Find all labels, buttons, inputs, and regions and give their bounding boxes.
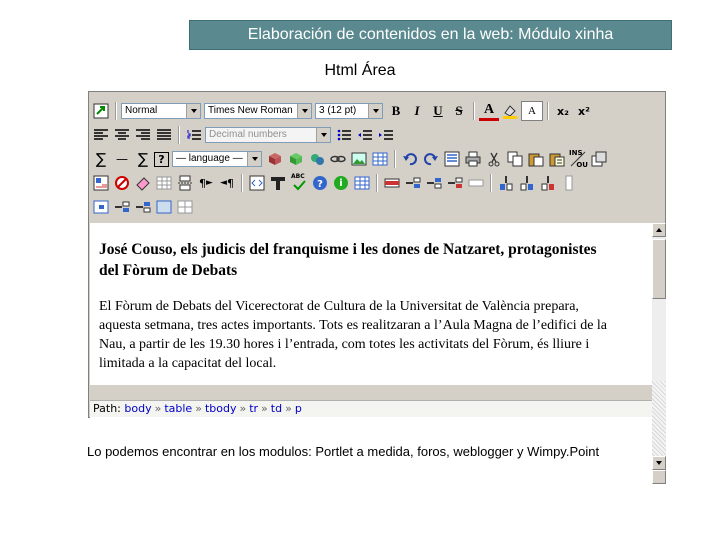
underline-button[interactable]: U [433, 103, 443, 118]
cell-delete-icon[interactable] [154, 197, 174, 217]
insert-anchor-icon[interactable] [307, 149, 327, 169]
row-delete-icon[interactable] [445, 173, 465, 193]
editor-toolbar [89, 92, 665, 222]
toolbar-separator [376, 174, 378, 192]
toolbar-separator [394, 150, 396, 168]
cell-props-icon[interactable] [91, 197, 111, 217]
path-crumb-body[interactable]: body [124, 402, 152, 415]
fullscreen-icon[interactable] [589, 149, 609, 169]
language-select[interactable]: — language — [172, 151, 262, 167]
help-button[interactable]: ? [154, 152, 169, 167]
font-color-button[interactable]: A [479, 101, 499, 121]
col-delete-icon[interactable] [538, 173, 558, 193]
horizontal-scrollbar[interactable] [90, 384, 652, 400]
paragraph-format-select[interactable]: Normal [121, 103, 201, 119]
path-crumb-p[interactable]: p [294, 402, 302, 415]
insert-delete-toggle-button[interactable]: INS OU [569, 149, 588, 169]
bold-button[interactable]: B [391, 103, 401, 118]
font-face-select[interactable]: Times New Roman [204, 103, 312, 119]
banner-title: Elaboración de contenidos en la web: Módulo xinha [247, 26, 614, 43]
justify-right-icon[interactable] [133, 125, 153, 145]
spellcheck-button[interactable]: ABC [289, 173, 309, 193]
toolbar-row-1 [91, 100, 595, 122]
row-insert-after-icon[interactable] [424, 173, 444, 193]
path-separator: » [195, 402, 202, 415]
col-split-icon[interactable] [559, 173, 579, 193]
redo-icon[interactable] [421, 149, 441, 169]
about-icon[interactable] [310, 173, 330, 193]
remove-format-icon[interactable] [112, 173, 132, 193]
eraser-icon[interactable] [133, 173, 153, 193]
indent-icon[interactable] [376, 125, 396, 145]
unordered-list-icon[interactable] [334, 125, 354, 145]
scroll-corner [652, 470, 666, 484]
row-split-icon[interactable] [466, 173, 486, 193]
justify-center-icon[interactable] [112, 125, 132, 145]
list-type-select[interactable]: Decimal numbers [205, 127, 331, 143]
ordered-list-icon[interactable] [184, 125, 204, 145]
slide-subtitle: Html Área [324, 62, 396, 79]
toolbar-row-5 [91, 196, 196, 218]
vertical-scrollbar[interactable] [652, 223, 666, 381]
print-icon[interactable] [463, 149, 483, 169]
scrollbar-track[interactable] [652, 381, 666, 484]
toolbar-row-4 [91, 172, 580, 194]
undo-icon[interactable] [400, 149, 420, 169]
row-insert-before-icon[interactable] [403, 173, 423, 193]
justify-full-icon[interactable] [154, 125, 174, 145]
rtl-button[interactable]: ◄ ¶ [220, 176, 234, 190]
article-paragraph: El Fòrum de Debats del Vicerectorat de Cultura de la Universitat de València prepara, aquesta setmana, tres actes importants. Tots es realitzaran a l’Aula Magna de l’edifici de la Nau, a partir de les 19.30 hores i l’entrada, com totes les activitats del Fòrum, és lliure i limitada a la capacitat del local. [99, 299, 608, 371]
insert-table-icon[interactable] [370, 149, 390, 169]
insert-3d-icon[interactable] [286, 149, 306, 169]
italic-button[interactable]: I [414, 103, 420, 118]
slide-caption: Lo podemos encontrar en los modulos: Portlet a medida, foros, weblogger y Wimpy.Point [87, 444, 600, 459]
svg-text:?: ? [317, 179, 323, 190]
highlight-color-icon[interactable] [500, 101, 520, 121]
scroll-down-button[interactable] [652, 456, 666, 470]
xinha-editor [88, 91, 666, 418]
path-separator: » [154, 402, 162, 415]
toolbar-separator [490, 174, 492, 192]
cell-merge-icon[interactable] [175, 197, 195, 217]
scroll-up-button[interactable] [652, 223, 666, 237]
path-separator: » [261, 402, 268, 415]
insert-image-icon[interactable] [349, 149, 369, 169]
col-insert-after-icon[interactable] [517, 173, 537, 193]
status-path-bar [90, 400, 652, 417]
path-crumb-table[interactable]: table [164, 402, 193, 415]
sum-alt-button[interactable]: ∑ [137, 150, 149, 168]
col-insert-before-icon[interactable] [496, 173, 516, 193]
form-icon[interactable] [91, 173, 111, 193]
path-separator: » [239, 402, 247, 415]
toolbar-separator [115, 102, 117, 120]
sum-button[interactable]: ∑ [95, 150, 107, 168]
ltr-button[interactable]: ¶ ► [199, 176, 213, 190]
scroll-thumb[interactable] [652, 239, 666, 299]
popup-editor-icon[interactable] [91, 101, 111, 121]
path-label: Path: [93, 402, 121, 415]
insert-object-icon[interactable] [265, 149, 285, 169]
superscript-button[interactable]: x² [578, 104, 590, 118]
paste-text-icon[interactable] [547, 149, 567, 169]
article-heading: José Couso, els judicis del franquisme i les dones de Natzaret, protagonistes del Fòrum de Debats [99, 241, 597, 279]
cut-icon[interactable] [484, 149, 504, 169]
toolbar-separator [547, 102, 549, 120]
toolbar-row-3 [91, 148, 610, 170]
insert-link-icon[interactable] [328, 149, 348, 169]
path-crumb-tr[interactable]: tr [249, 402, 259, 415]
justify-left-icon[interactable] [91, 125, 111, 145]
textbox-button[interactable]: A [521, 101, 543, 121]
path-crumb-tbody[interactable]: tbody [204, 402, 237, 415]
cell-insert-after-icon[interactable] [133, 197, 153, 217]
strikethrough-button[interactable]: S [455, 103, 463, 118]
horizontal-rule-button[interactable]: — [116, 152, 128, 166]
copy-icon[interactable] [505, 149, 525, 169]
toolbar-separator [241, 174, 243, 192]
row-props-icon[interactable] [382, 173, 402, 193]
slide-banner [189, 20, 672, 50]
outdent-icon[interactable] [355, 125, 375, 145]
clean-word-icon[interactable] [268, 173, 288, 193]
cell-insert-before-icon[interactable] [112, 197, 132, 217]
font-size-select[interactable]: 3 (12 pt) [315, 103, 383, 119]
toolbar-row-2 [91, 124, 397, 146]
toolbar-separator [178, 126, 180, 144]
path-crumb-td[interactable]: td [270, 402, 283, 415]
show-blocks-icon[interactable] [352, 173, 372, 193]
path-separator: » [285, 402, 292, 415]
info-button[interactable]: i [331, 173, 351, 193]
page-break-icon[interactable] [175, 173, 195, 193]
subscript-button[interactable]: x₂ [557, 104, 569, 118]
select-all-icon[interactable] [442, 149, 462, 169]
table-props-icon[interactable] [154, 173, 174, 193]
paste-icon[interactable] [526, 149, 546, 169]
html-source-icon[interactable] [247, 173, 267, 193]
toolbar-separator [473, 102, 475, 120]
